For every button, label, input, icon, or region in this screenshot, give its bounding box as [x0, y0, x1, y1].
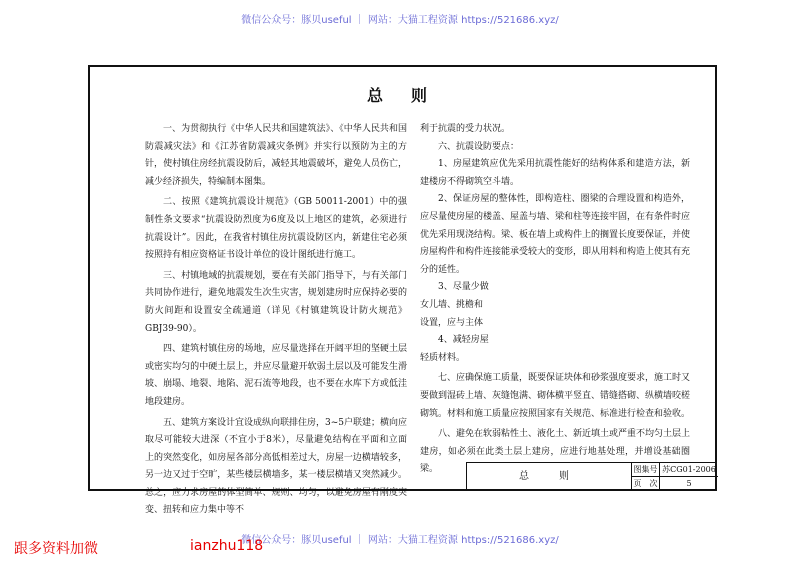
- page-label: 页 次: [632, 477, 660, 491]
- paragraph-7: 七、应确保施工质量，既要保证块体和砂浆强度要求，施工时又要做到湿砖上墙、灰缝饱满、砌体横平竖直、错缝搭砌、纵横墙咬槎砌筑。材料和施工质量应按照国家有关规范、标准进行检查和验收。: [420, 373, 691, 419]
- paragraph-6-3-line2: 女儿墙、挑檐和: [420, 299, 484, 310]
- left-column: [145, 121, 407, 520]
- paragraph-4: 四、建筑村镇住房的场地，应尽量选择在开阔平坦的坚硬土层或密实均匀的中硬土层上，并应尽量避开软弱土层以及可能发生滑坡、崩塌、地裂、地陷、泥石流等地段，也不要在水库下方或低洼地段建房。: [145, 344, 407, 407]
- footer-promo-text: 跟多资料加微: [14, 541, 98, 557]
- page-number: 5: [686, 479, 692, 488]
- paragraph-1: 一、为贯彻执行《中华人民共和国建筑法》、《中华人民共和国防震减灾法》和《江苏省防震减灾条例》并实行以预防为主的方针，使村镇住房经抗震设防后，减轻其地震破坏，避免人员伤亡，减少经济损失，特编制本图集。: [145, 124, 407, 187]
- paragraph-6-4-line2: 轻质材料。: [420, 352, 466, 363]
- watermark-bottom: 微信公众号：豚贝useful ｜ 网站：大猫工程资源 https://521686.xyz/: [241, 535, 559, 546]
- paragraph-2: 二、按照《建筑抗震设计规范》（GB 50011-2001）中的强制性条文要求“抗震设防烈度为6度及以上地区的建筑，必须进行抗震设计”。因此，在我省村镇住房抗震设防区内，新建住宅必须按照持有相应资格证书设计单位的设计图纸进行施工。: [145, 197, 407, 261]
- title-block-page-row: [632, 477, 718, 491]
- paragraph-6-3-line3: 设置，应与主体: [420, 317, 484, 328]
- paragraph-6-1: 1、房屋建筑应优先采用抗震性能好的结构体系和建造方法，新建楼房不得砌筑空斗墙。: [420, 159, 690, 187]
- title-block: [466, 462, 717, 491]
- title-block-atlas-row: [632, 463, 718, 477]
- footer-contact-id: ianzhu118: [190, 538, 264, 554]
- paragraph-5: 五、建筑方案设计宜设成纵向联排住房，3~5户联建；横向应取尽可能较大进深（不宜小于8米），尽量避免结构在平面和立面上的突然变化，如房屋各部分高低相差过大，房屋一边横墙较多，另一边又过于空旷，某些楼层横墙多，某一楼层横墙又突然减少。总之，应力求房屋的体型简单、规则、均匀，以避免房屋有刚度突变、扭转和应力集中等不: [145, 417, 407, 516]
- paragraph-6-2: 2、保证房屋的整体性，即构造柱、圈梁的合理设置和构造外，应尽量使房屋的楼盖、屋盖与墙、梁和柱等连接牢固，在有条件时应优先采用现浇结构。梁、板在墙上或构件上的搁置长度要保证，并使房屋构件和构件连接能承受较大的变形，即从用料和构造上使其有充分的延性。: [420, 194, 691, 275]
- paragraph-6-4: 4、减轻房屋: [438, 335, 489, 346]
- paragraph-5-cont: 利于抗震的受力状况。: [420, 124, 511, 134]
- paragraph-8: 八、避免在软弱粘性土、液化土、新近填土或严重不均匀土层上建房，如必须在此类土层上建房，应进行地基处理，并增设基础圈梁。: [420, 429, 691, 475]
- watermark-top: 微信公众号：豚贝useful ｜ 网站：大猫工程资源 https://521686.xyz/: [241, 15, 559, 26]
- atlas-label: 图集号: [632, 463, 660, 477]
- atlas-value: 苏CG01-2006: [662, 465, 716, 474]
- page-title: 总 则: [366, 86, 433, 105]
- right-column: [420, 121, 690, 479]
- title-block-name: 总 则: [467, 463, 632, 491]
- paragraph-6-3: 3、尽量少做: [438, 282, 489, 293]
- paragraph-6: 六、抗震设防要点：: [438, 141, 520, 152]
- paragraph-3: 三、村镇地域的抗震规划，要在有关部门指导下，与有关部门共同协作进行，避免地震发生次生灾害，规划建房时应保持必要的防火间距和设置安全疏通道（详见《村镇建筑设计防火规范》GBJ39-90）。: [145, 270, 407, 334]
